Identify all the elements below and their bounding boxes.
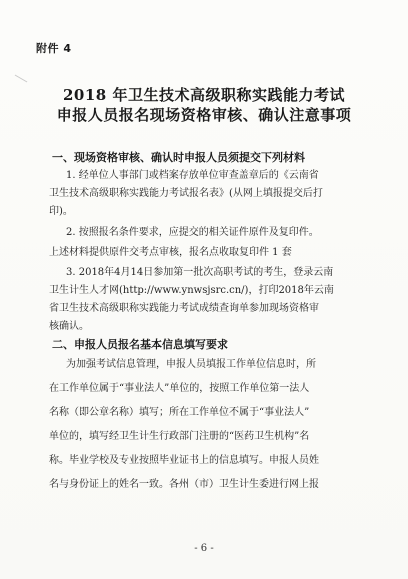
section-1-line: 3. 2018年4月14日参加第一批次高职考试的考生，登录云南 (66, 267, 334, 278)
section-2-line: 单位的，填写经卫生计生行政部门注册的“医药卫生机构”名 (49, 431, 310, 442)
section-2-line: 称。毕业学校及专业按照毕业证书上的信息填写。申报人员姓 (49, 455, 319, 466)
section-1-line: 核确认。 (49, 321, 89, 332)
attachment-label: 附件 4 (36, 42, 72, 55)
section-2-line: 名称（即公章名称）填写；所在工作单位不属于“事业法人” (49, 407, 310, 418)
section-2-line: 为加强考试信息管理，申报人员填报工作单位信息时，所 (66, 359, 316, 370)
section-1-line: 省卫生技术高级职称实践能力考试成绩查询单参加现场资格审 (49, 303, 319, 314)
section-2-heading: 二、申报人员报名基本信息填写要求 (52, 338, 228, 351)
section-1-line: 印)。 (49, 206, 73, 217)
section-1-line: 卫生技术高级职称实践能力考试报名表》(从网上填报提交后打 (49, 188, 323, 199)
document-title-line-2: 申报人员报名现场资格审核、确认注意事项 (56, 106, 352, 124)
section-1-line: 上述材料提供原件交考点审核，报名点收取复印件 1 套 (49, 247, 292, 258)
scan-mark (15, 75, 28, 83)
section-1-line: 1. 经单位人事部门或档案存放单位审查盖章后的《云南省 (66, 170, 319, 181)
section-1-line: 卫生计生人才网(http://www.ynwsjsrc.cn/)，打印2018年云南 (49, 285, 334, 296)
section-1-line: 2. 按照报名条件要求，应提交的相关证件原件及复印件。 (66, 227, 319, 238)
section-2-line: 名与身份证上的姓名一致。各州（市）卫生计生委进行网上报 (49, 479, 319, 490)
page-number: - 6 - (194, 543, 214, 554)
section-2-line: 在工作单位属于“事业法人”单位的，按照工作单位第一法人 (49, 383, 310, 394)
section-1-heading: 一、现场资格审核、确认时申报人员须提交下列材料 (52, 151, 305, 164)
document-title-line-1: 2018 年卫生技术高级职称实践能力考试 (63, 86, 345, 104)
